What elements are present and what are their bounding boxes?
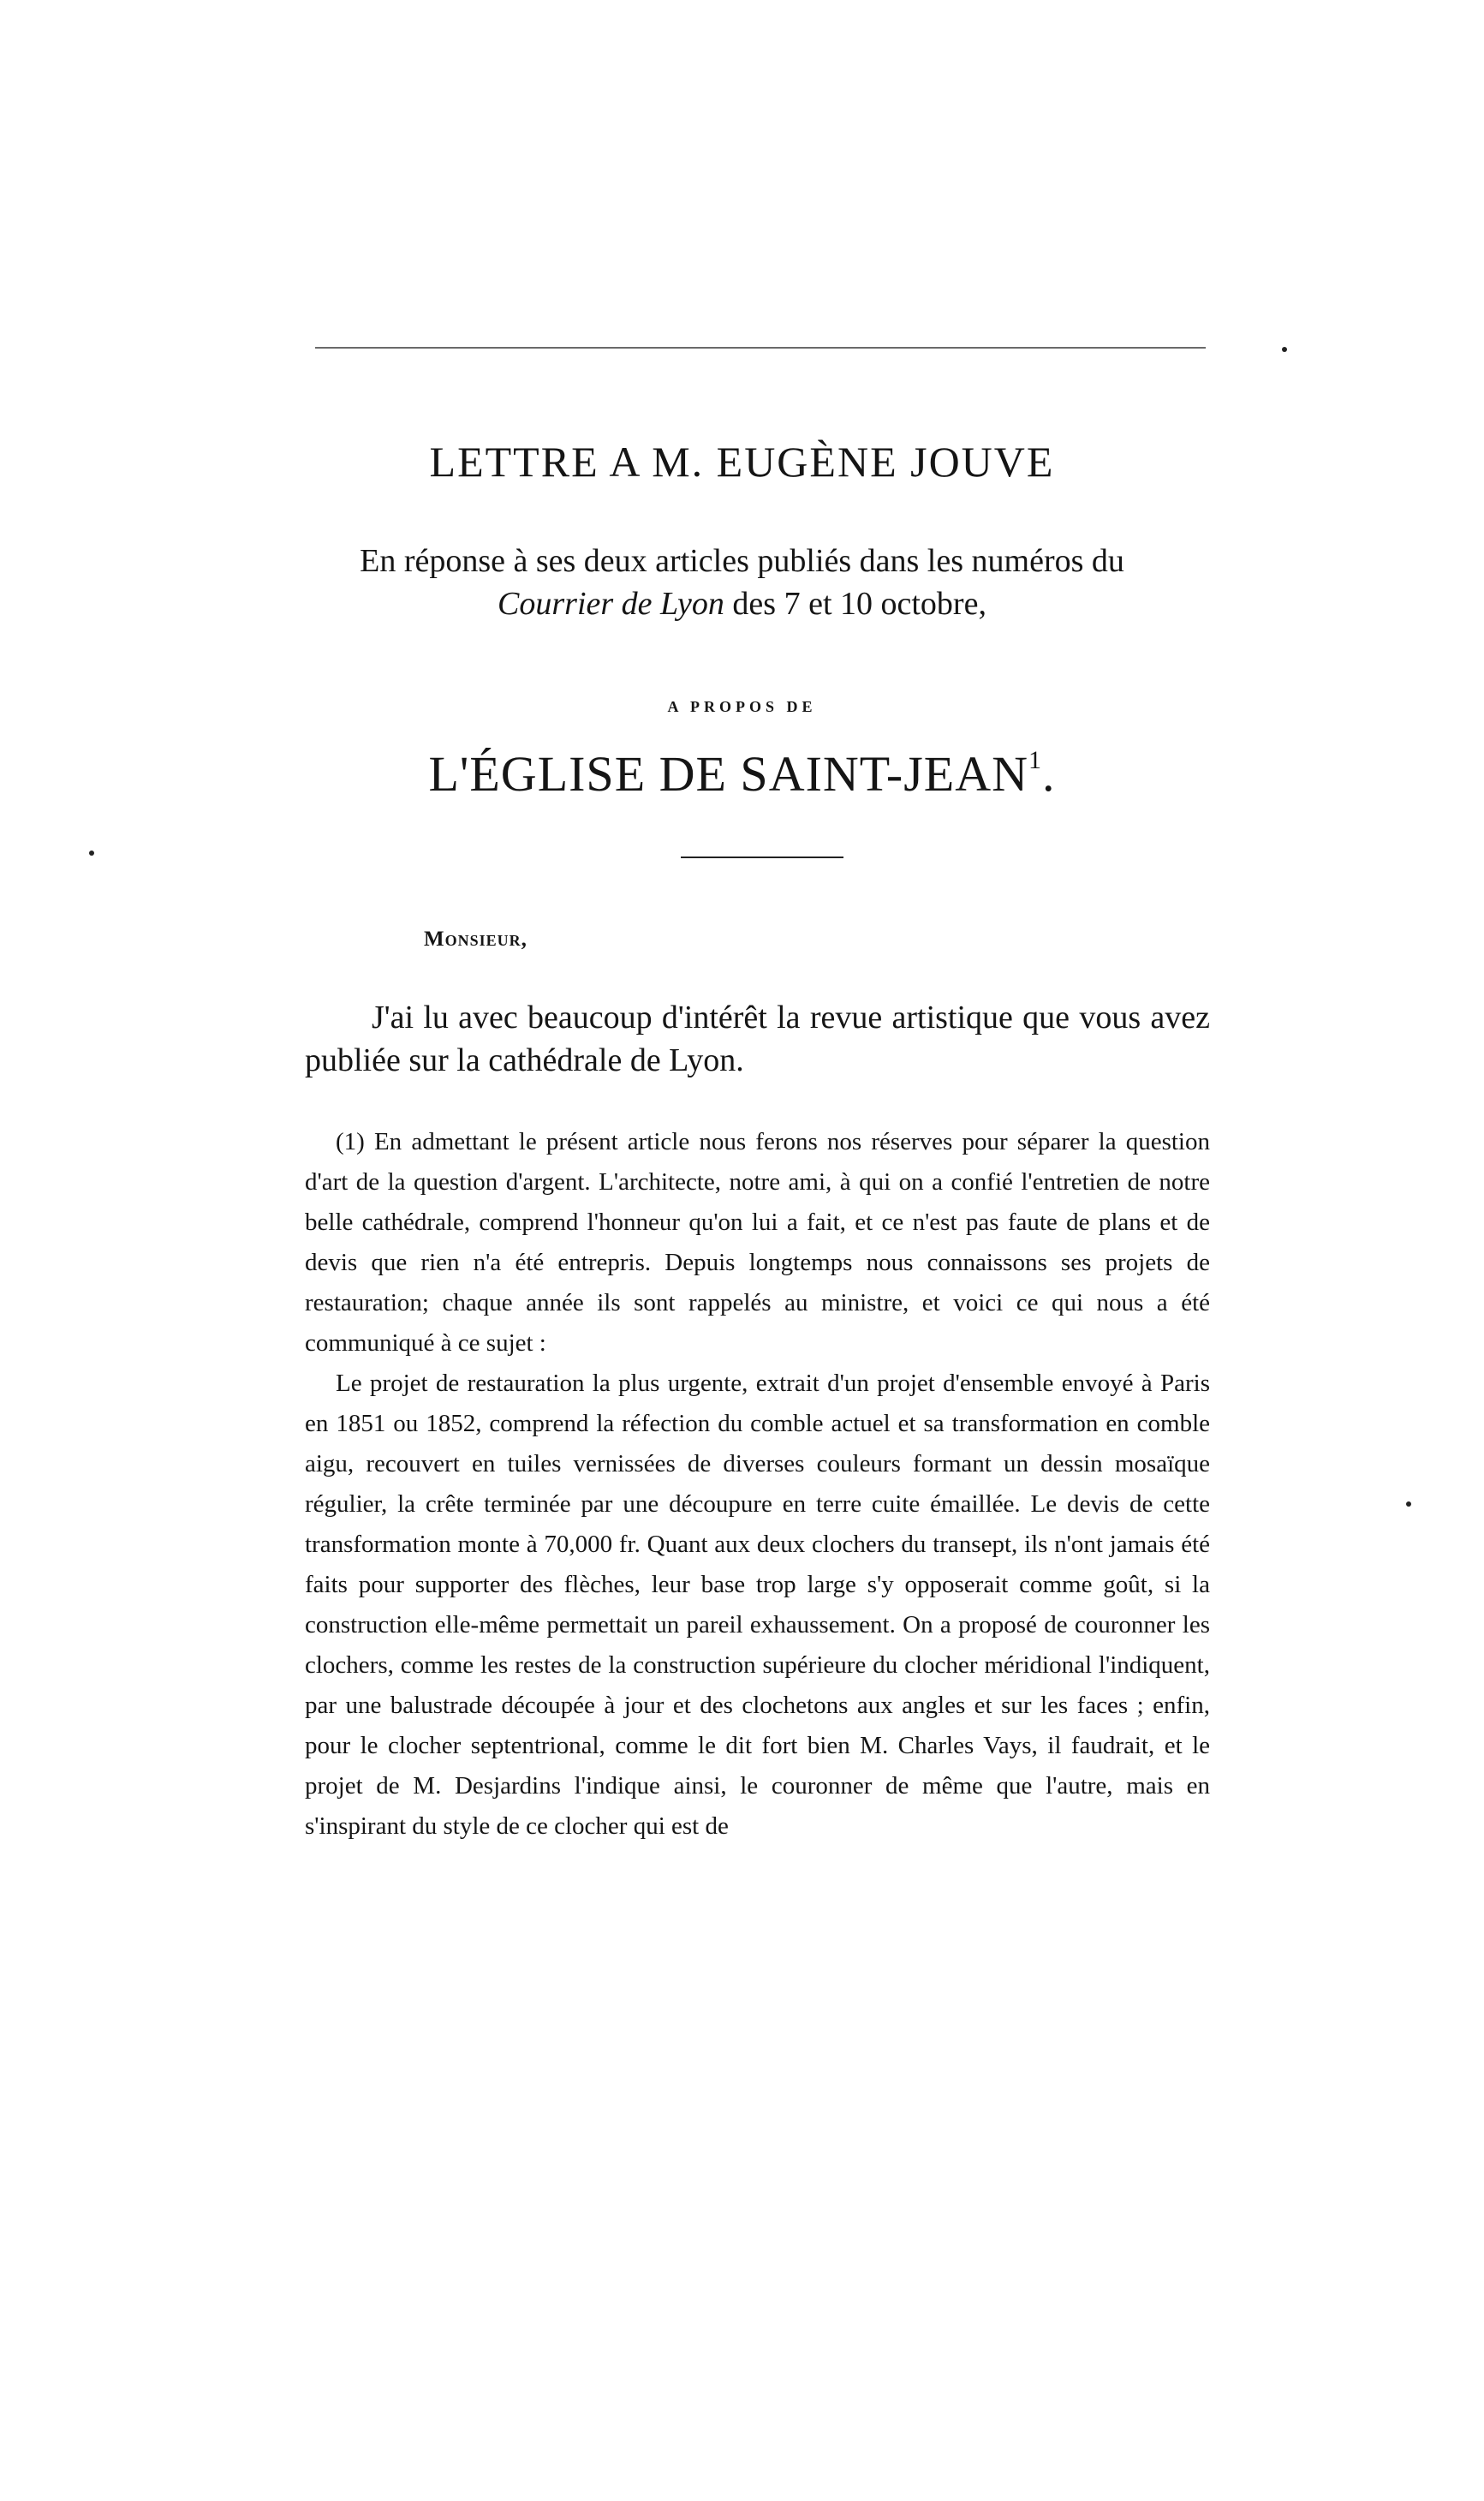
subtitle-dates: des 7 et 10 octobre, xyxy=(724,586,986,622)
footnote-paragraph-2: Le projet de restauration la plus urgente, extrait d'un projet d'ensemble envoyé à Paris en 1851 ou 1852, comprend la réfection du comble actuel et sa transformation en comble aigu, recouvert en tuiles vernissées de diverses couleurs formant un dessin mosaïque régulier, la crête terminée par une découpure en terre cuite émaillée. Le devis de cette transformation monte à 70,000 fr. Quant aux deux clochers du transept, ils n'ont jamais été faits pour supporter des flèches, leur base trop large s'y opposerait comme goût, si la construction elle-même permettait un pareil exhaussement. On a proposé de couronner les clochers, comme les restes de la construction supérieure du clocher méridional l'indiquent, par une balustrade découpée à jour et des clochetons aux angles et sur les faces ; enfin, pour le clocher septentrional, comme le dit fort bien M. Charles Vays, il faudrait, et le projet de M. Desjardins l'indique ainsi, le couronner de même que l'autre, mais en s'inspirant du style de ce clocher qui est de xyxy=(305,1370,1210,1840)
church-title xyxy=(0,745,1484,803)
salutation: Monsieur, xyxy=(424,928,527,951)
speck xyxy=(1282,347,1287,352)
intro-paragraph: J'ai lu avec beaucoup d'intérêt la revue artistique que vous avez publiée sur la cathédrale de Lyon. xyxy=(305,1000,1210,1078)
apropos-label: A PROPOS DE xyxy=(667,698,817,715)
journal-name: Courrier de Lyon xyxy=(498,586,724,622)
church-title-period: . xyxy=(1041,746,1056,802)
subtitle-line-2 xyxy=(0,582,1484,625)
section-rule xyxy=(681,857,843,858)
top-ornamental-rule xyxy=(315,347,1206,349)
subtitle xyxy=(0,540,1484,625)
speck xyxy=(89,851,94,856)
letter-title: LETTRE A M. EUGÈNE JOUVE xyxy=(429,438,1055,486)
subtitle-line-1: En réponse à ses deux articles publiés dans les numéros du xyxy=(360,543,1124,579)
footnote-paragraph-1: (1) En admettant le présent article nous ferons nos réserves pour séparer la question d'art de la question d'argent. L'architecte, notre ami, à qui on a confié l'entretien de notre belle cathédrale, comprend l'honneur qu'on lui a fait, et ce n'est pas faute de plans et de devis que rien n'a été entrepris. Depuis longtemps nous connaissons ses projets de restauration; chaque année ils sont rappelés au ministre, et voici ce qui nous a été communiqué à ce sujet : xyxy=(305,1128,1210,1357)
footnote xyxy=(305,1122,1210,1847)
footnote-mark: 1 xyxy=(1028,745,1042,774)
speck xyxy=(1406,1501,1411,1507)
church-title-text: L'ÉGLISE DE SAINT-JEAN xyxy=(428,746,1028,802)
